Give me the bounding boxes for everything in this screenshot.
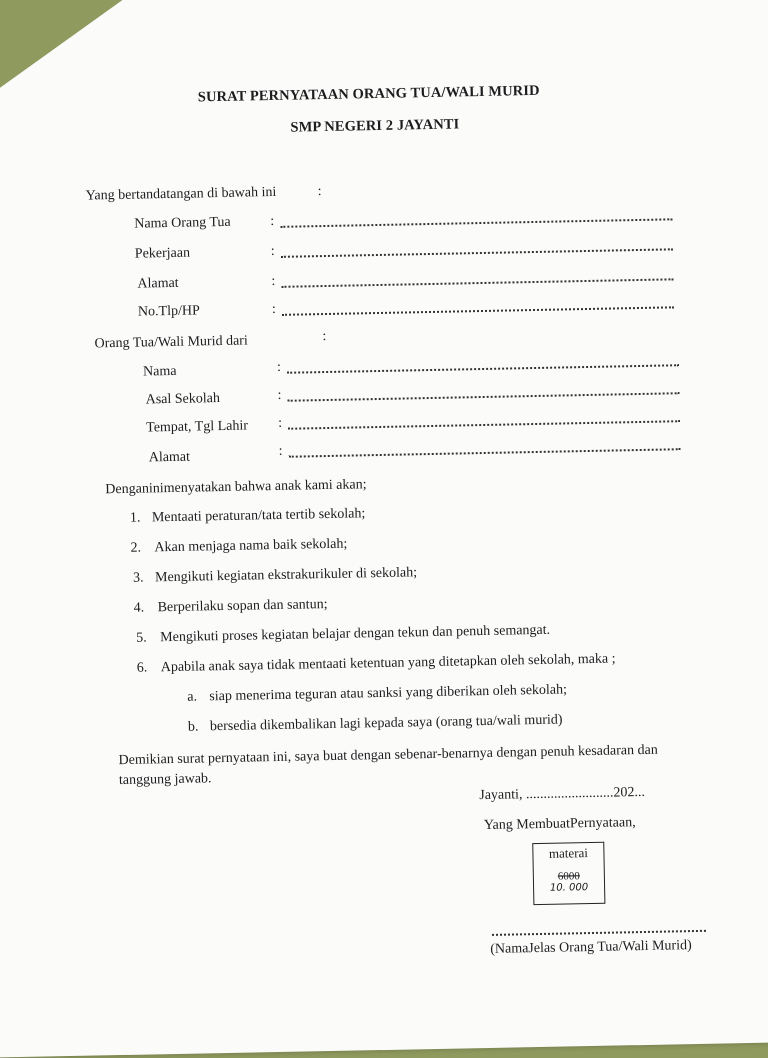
closing-line-2: tanggung jawab. <box>118 771 212 789</box>
field-label-origin-school: Asal Sekolah <box>145 391 221 408</box>
school-name: SMP NEGERI 2 JAYANTI <box>290 116 460 136</box>
stamp-label: materai <box>548 845 589 861</box>
fill-line-occupation <box>281 248 673 258</box>
list-item-number: 4. <box>133 600 145 616</box>
section1-intro: Yang bertandatangan di bawah ini <box>85 184 277 204</box>
list-item: Mengikuti proses kegiatan belajar dengan tekun dan penuh semangat. <box>160 622 551 646</box>
fill-line-address <box>281 278 673 288</box>
fill-line-student-address <box>289 448 681 458</box>
signature-line <box>492 930 706 936</box>
stamp-new-value: 10. 000 <box>549 882 589 894</box>
field-label-student-name: Nama <box>142 363 177 380</box>
field-colon: : <box>277 415 283 431</box>
list-item-number: 6. <box>136 660 148 676</box>
sub-item-number: a. <box>187 689 198 705</box>
name-caption: (NamaJelas Orang Tua/Wali Murid) <box>490 938 692 957</box>
field-label-occupation: Pekerjaan <box>134 245 191 262</box>
list-item: Akan menjaga nama baik sekolah; <box>154 536 348 556</box>
fill-line-origin-school <box>288 392 680 402</box>
list-item: Apabila anak saya tidak mentaati ketentuan yang ditetapkan oleh sekolah, maka ; <box>160 651 616 676</box>
list-item: Mentaati peraturan/tata tertib sekolah; <box>151 506 366 526</box>
document-title: SURAT PERNYATAAN ORANG TUA/WALI MURID <box>197 82 540 106</box>
field-colon: : <box>278 443 283 459</box>
fill-line-birth <box>288 420 680 430</box>
list-item-number: 5. <box>136 630 147 646</box>
sub-item: siap menerima teguran atau sanksi yang diberikan oleh sekolah; <box>209 682 568 705</box>
field-label-phone: No.Tlp/HP <box>137 303 200 320</box>
field-colon: : <box>271 301 276 318</box>
field-label-parent-name: Nama Orang Tua <box>134 214 231 232</box>
list-item-number: 1. <box>129 510 141 526</box>
statement-maker: Yang MembuatPernyataan, <box>483 815 636 834</box>
list-item-number: 3. <box>132 570 144 586</box>
statement-intro: Denganinimenyatakan bahwa anak kami akan; <box>105 477 367 498</box>
list-item: Mengikuti kegiatan ekstrakurikuler di sekolah; <box>154 565 418 586</box>
stamp-old-value: 6000 <box>557 870 580 883</box>
field-colon: : <box>277 387 282 403</box>
field-colon: : <box>271 273 276 290</box>
list-item: Berperilaku sopan dan santun; <box>157 597 328 616</box>
section2-colon: : <box>322 328 327 345</box>
sub-item-number: b. <box>187 719 199 735</box>
closing-line-1: Demikian surat pernyataan ini, saya buat dengan sebenar-benarnya dengan penuh kesadaran dan <box>118 742 658 769</box>
section2-intro: Orang Tua/Wali Murid dari <box>94 333 248 352</box>
field-label-birth: Tempat, Tgl Lahir <box>146 418 249 436</box>
fill-line-student-name <box>287 364 679 374</box>
field-colon: : <box>270 243 275 260</box>
place-date: Jayanti, .........................202... <box>479 784 646 804</box>
sub-item: bersedia dikembalikan lagi kepada saya (orang tua/wali murid) <box>209 712 563 735</box>
section1-colon: : <box>317 184 322 200</box>
revenue-stamp-box <box>532 842 605 905</box>
list-item-number: 2. <box>130 540 142 556</box>
field-label-student-address: Alamat <box>148 449 191 466</box>
field-colon: : <box>276 359 282 375</box>
background-corner <box>0 0 132 108</box>
fill-line-phone <box>282 306 674 316</box>
field-label-address: Alamat <box>137 275 179 292</box>
field-colon: : <box>270 213 275 230</box>
fill-line-parent-name <box>280 218 672 228</box>
